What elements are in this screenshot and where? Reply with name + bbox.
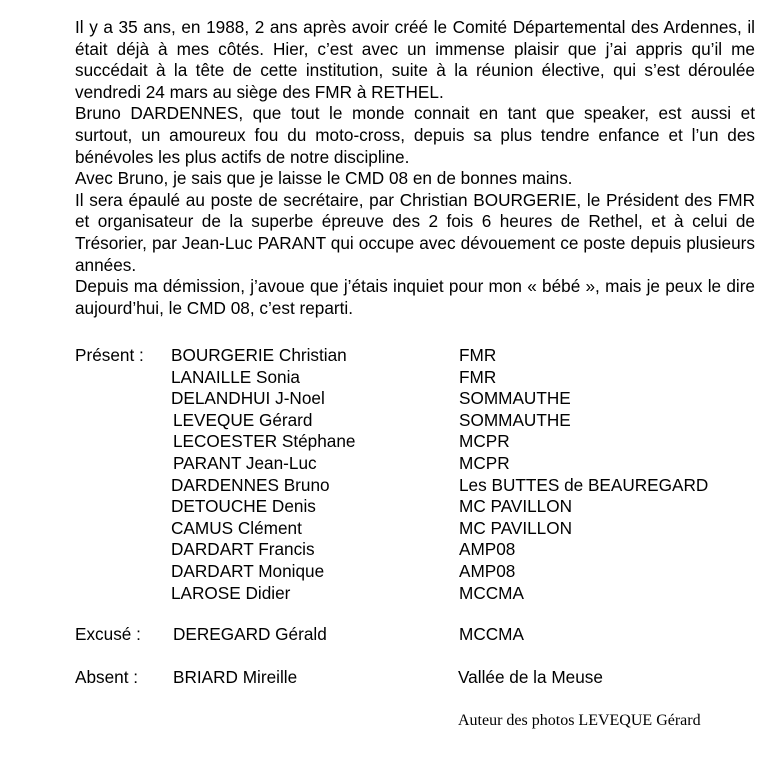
excused-label: Excusé : [75,624,141,644]
absent-label: Absent : [75,667,139,687]
attendee-club: Vallée de la Meuse [458,667,603,687]
attendee-club: MCPR [459,452,510,473]
attendee-name: BRIARD Mireille [173,667,298,687]
attendee-name: LECOESTER Stéphane [173,431,356,452]
attendee-name: BOURGERIE Christian [171,345,347,365]
attendee-name: CAMUS Clément [171,517,302,538]
attendee-name: LAROSE Didier [171,582,291,603]
paragraph-secretary-treasurer: Il sera épaulé au poste de secrétaire, par Christian BOURGERIE, le Président des FMR et organisateur de la superbe épreuve des 2 fois 6 heures de Rethel, et à celui de Trésorier, par Jean-Luc PARANT qui occupe avec dévouement ce poste depuis plusieurs années. [75,189,755,275]
attendee-club: MC PAVILLON [459,496,573,517]
attendee-club: MC PAVILLON [459,517,573,538]
attendee-club: SOMMAUTHE [459,388,571,409]
paragraph-anniversary: Il y a 35 ans, en 1988, 2 ans après avoir créé le Comité Départemental des Ardennes, il était déjà à mes côtés. Hier, c’est avec un immense plaisir que j’ai appris qu’il me succédait à la tête de cette institution, suite à la réunion élective, qui s’est déroulée vendredi 24 mars au siège des FMR à RETHEL. [75,17,755,102]
attendee-club: FMR [459,345,497,365]
present-label: Présent : [75,345,144,365]
attendee-name: DELANDHUI J-Noel [171,388,325,409]
article-text [75,17,755,319]
paragraph-good-hands: Avec Bruno, je sais que je laisse le CMD 08 en de bonnes mains. [75,168,573,189]
attendee-name: DEREGARD Gérald [173,624,327,644]
attendee-name: LANAILLE Sonia [171,366,300,387]
paragraph-bruno: Bruno DARDENNES, que tout le monde connait en tant que speaker, est aussi et surtout, un amoureux fou du moto-cross, depuis sa plus tendre enfance et l’un des bénévoles les plus actifs de notre discipline. [75,103,755,167]
attendee-name: DETOUCHE Denis [171,496,316,517]
attendee-club: Les BUTTES de BEAUREGARD [459,474,709,495]
attendee-club: MCCMA [459,624,524,644]
attendee-name: LEVEQUE Gérard [173,409,313,430]
attendee-club: AMP08 [459,539,516,560]
attendee-club: MCCMA [459,582,524,603]
attendee-club: MCPR [459,431,510,452]
attendee-club: SOMMAUTHE [459,409,571,430]
attendee-name: DARDART Monique [171,560,325,581]
paragraph-restart: Depuis ma démission, j’avoue que j’étais inquiet pour mon « bébé », mais je peux le dire aujourd’hui, le CMD 08, c’est reparti. [75,276,755,318]
attendee-name: DARDENNES Bruno [171,474,330,495]
attendee-name: PARANT Jean-Luc [173,452,317,473]
photo-credit: Auteur des photos LEVEQUE Gérard [458,712,701,729]
attendee-club: FMR [459,366,497,387]
attendee-name: DARDART Francis [171,539,315,560]
attendee-club: AMP08 [459,560,516,581]
